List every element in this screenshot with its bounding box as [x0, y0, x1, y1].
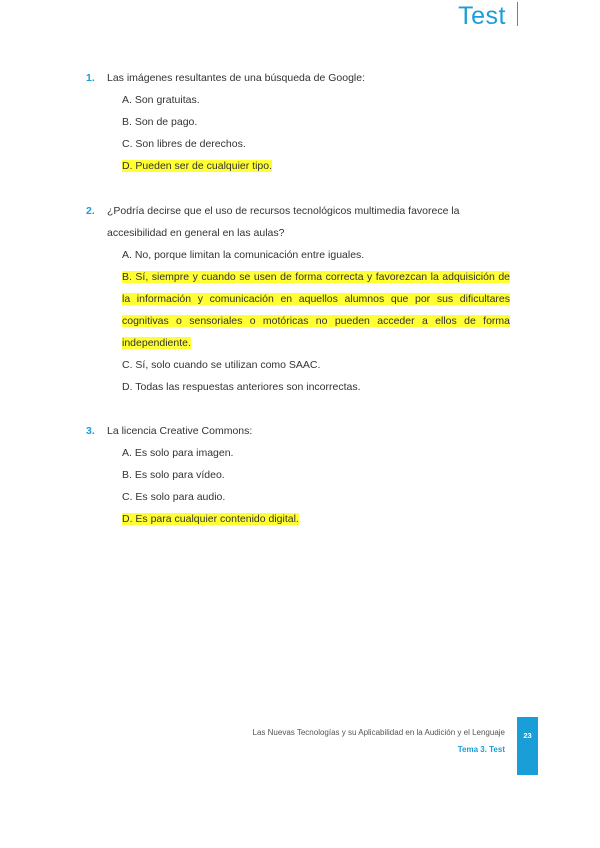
header-divider: [517, 2, 518, 26]
options-list: [122, 244, 510, 398]
options-list: [122, 89, 510, 177]
page-number-tab: [517, 717, 538, 775]
option-b-correct: B. Sí, siempre y cuando se usen de forma correcta y favorezcan la adquisición de la información y comunicación en aquellos alumnos que por sus dificultares cognitivas o sensoriales o motóricas no pueden acceder a ellos de forma independiente.: [122, 271, 510, 349]
option-c: C. Son libres de derechos.: [122, 138, 246, 150]
question-number: 1.: [86, 72, 95, 84]
question-1: [86, 67, 510, 177]
option-d-correct: D. Es para cualquier contenido digital.: [122, 513, 299, 525]
page-number: 23: [523, 731, 532, 740]
question-number: 2.: [86, 205, 95, 217]
question-text: La licencia Creative Commons:: [107, 425, 253, 437]
header-title: Test: [458, 2, 506, 30]
option-b: B. Es solo para vídeo.: [122, 469, 225, 481]
option-d-correct: D. Pueden ser de cualquier tipo.: [122, 160, 273, 172]
question-3: [86, 420, 510, 530]
footer-course-title: Las Nuevas Tecnologías y su Aplicabilidad en la Audición y el Lenguaje: [252, 728, 505, 737]
option-b: B. Son de pago.: [122, 116, 198, 128]
question-2: [86, 200, 510, 398]
question-text: Las imágenes resultantes de una búsqueda de Google:: [107, 72, 366, 84]
question-number: 3.: [86, 425, 95, 437]
footer: [253, 724, 505, 758]
option-c: C. Es solo para audio.: [122, 491, 226, 503]
option-a: A. Son gratuitas.: [122, 94, 200, 106]
option-d: D. Todas las respuestas anteriores son incorrectas.: [122, 381, 361, 393]
option-c: C. Sí, solo cuando se utilizan como SAAC.: [122, 359, 321, 371]
option-a: A. No, porque limitan la comunicación entre iguales.: [122, 249, 365, 261]
options-list: [122, 442, 510, 530]
footer-section: Tema 3. Test: [457, 745, 505, 754]
option-a: A. Es solo para imagen.: [122, 447, 234, 459]
question-text: ¿Podría decirse que el uso de recursos tecnológicos multimedia favorece la accesibilidad en general en las aulas?: [107, 205, 460, 239]
